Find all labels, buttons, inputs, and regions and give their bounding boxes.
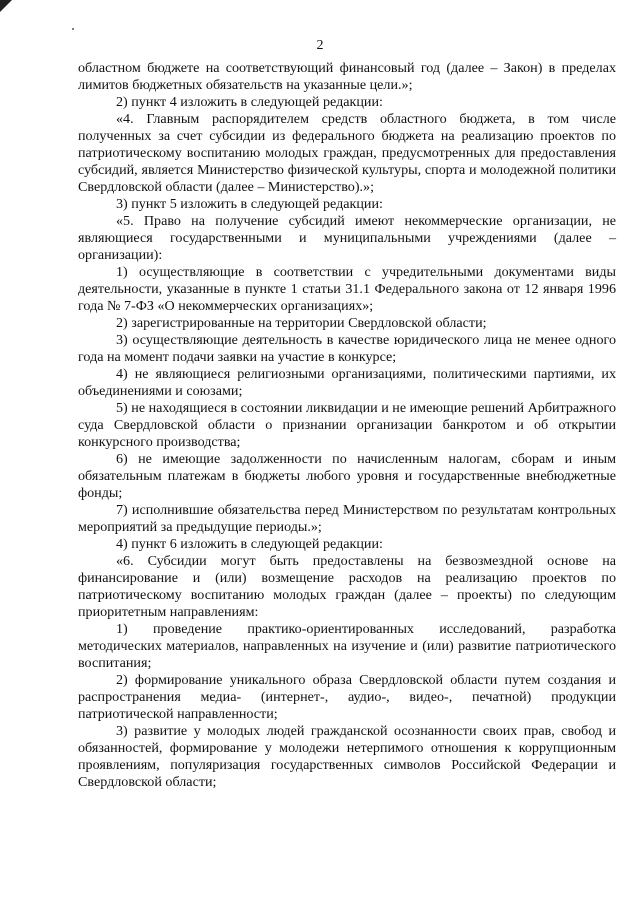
scan-speck bbox=[72, 28, 74, 30]
list-item: 4) не являющиеся религиозными организациями, политическими партиями, их объединениями и союзами; bbox=[78, 366, 616, 399]
paragraph: «4. Главным распорядителем средств областного бюджета, в том числе полученных за счет субсидии из федерального бюджета на реализацию проектов по патриотическому воспитанию молодых граждан, предусмотренных для предоставления субсидий, является Министерство физической культуры, спорта и молодежной политики Свердловской области (далее – Министерство).»; bbox=[78, 111, 616, 195]
paragraph: «6. Субсидии могут быть предоставлены на безвозмездной основе на финансирование и (или) возмещение расходов на реализацию проектов по патриотическому воспитанию молодых граждан (далее – проекты) по следующим приоритетным направлениям: bbox=[78, 553, 616, 620]
list-item: 1) проведение практико-ориентированных исследований, разработка методических материалов, направленных на изучение и (или) развитие патриотического воспитания; bbox=[78, 621, 616, 671]
list-item: 7) исполнившие обязательства перед Министерством по результатам контрольных мероприятий за предыдущие периоды.»; bbox=[78, 502, 616, 535]
list-item: 6) не имеющие задолженности по начисленным налогам, сборам и иным обязательным платежам в бюджеты любого уровня и государственные внебюджетные фонды; bbox=[78, 451, 616, 501]
list-item: 1) осуществляющие в соответствии с учредительными документами виды деятельности, указанные в пункте 1 статьи 31.1 Федерального закона от 12 января 1996 года № 7-ФЗ «О некоммерческих организациях»; bbox=[78, 264, 616, 314]
paragraph: 3) пункт 5 изложить в следующей редакции: bbox=[116, 196, 383, 212]
paragraph: 4) пункт 6 изложить в следующей редакции: bbox=[116, 536, 383, 552]
paragraph: «5. Право на получение субсидий имеют некоммерческие организации, не являющиеся государственными и муниципальными учреждениями (далее – организации): bbox=[78, 213, 616, 263]
list-item: 2) зарегистрированные на территории Свердловской области; bbox=[116, 315, 487, 331]
document-body bbox=[78, 60, 616, 791]
list-item: 3) осуществляющие деятельность в качестве юридического лица не менее одного года на момент подачи заявки на участие в конкурсе; bbox=[78, 332, 616, 365]
scan-corner-mark bbox=[0, 0, 14, 14]
list-item: 2) формирование уникального образа Свердловской области путем создания и распространения медиа- (интернет-, аудио-, видео-, печатной) продукции патриотической направленности; bbox=[78, 672, 616, 722]
paragraph: 2) пункт 4 изложить в следующей редакции: bbox=[116, 94, 383, 110]
page-number: 2 bbox=[316, 38, 324, 53]
paragraph: областном бюджете на соответствующий финансовый год (далее – Закон) в пределах лимитов бюджетных обязательств на указанные цели.»; bbox=[78, 60, 616, 93]
list-item: 3) развитие у молодых людей гражданской осознанности своих прав, свобод и обязанностей, формирование у молодежи нетерпимого отношения к коррупционным проявлениям, популяризация государственных символов Российской Федерации и Свердловской области; bbox=[78, 723, 616, 790]
list-item: 5) не находящиеся в состоянии ликвидации и не имеющие решений Арбитражного суда Свердловской области о признании организации банкротом и об открытии конкурсного производства; bbox=[78, 400, 616, 450]
